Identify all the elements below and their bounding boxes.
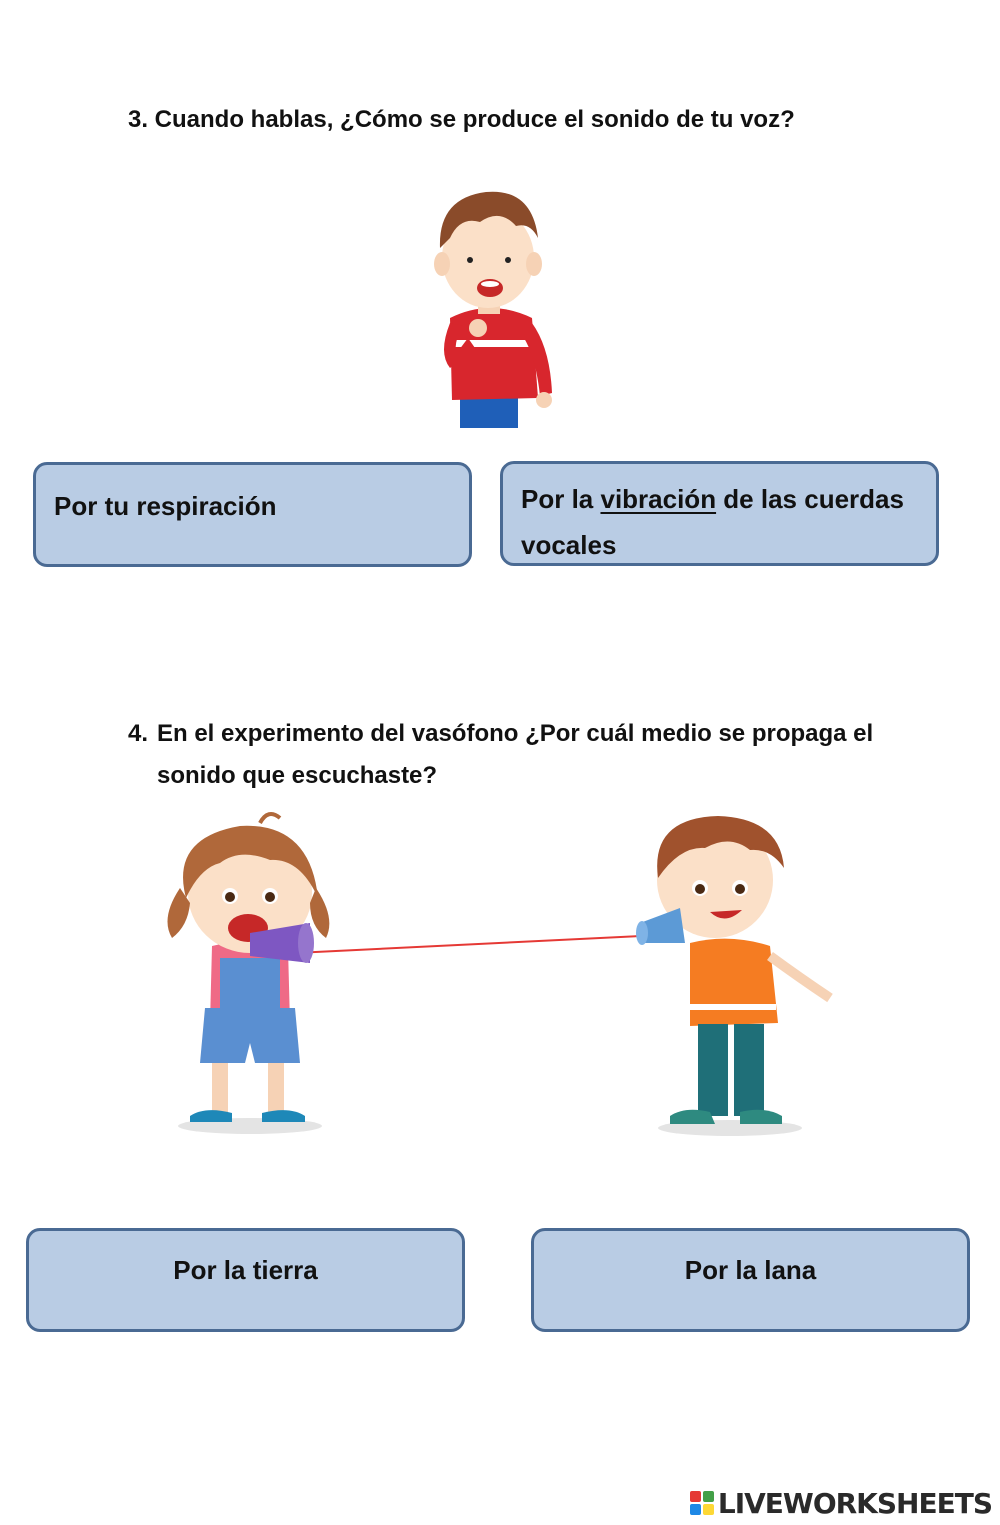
answer-wool-button[interactable] [531,1228,970,1332]
logo-square-yellow [703,1504,714,1515]
answer-earth-label: Por la tierra [173,1255,318,1285]
boy-listening-figure [636,816,830,1124]
boy-speaking-illustration [420,178,570,428]
question-4-line-1: En el experimento del vasófono ¿Por cuál medio se propaga el [157,720,874,747]
liveworksheets-logo [690,1483,992,1523]
question-4-number: 4. [128,720,149,747]
logo-square-red [690,1491,701,1502]
answer-wool-label: Por la lana [684,1255,817,1285]
logo-square-blue [690,1504,701,1515]
answer-breathing-label: Por tu respiración [54,491,277,521]
question-4-line-2: sonido que escuchaste? [157,762,438,789]
answer-earth-button[interactable] [26,1228,465,1332]
question-4-text [128,713,948,797]
answer-vocal-cords-label-start: Por la [521,484,601,514]
girl-figure [168,814,330,1122]
tin-can-telephone-illustration [150,808,850,1143]
answer-vocal-cords-button[interactable] [500,461,939,566]
logo-mark-icon [690,1491,714,1515]
logo-square-green [703,1491,714,1502]
logo-text: LIVEWORKSHEETS [717,1486,992,1520]
answer-breathing-button[interactable] [33,462,472,567]
answer-vocal-cords-underlined-word: vibración [600,484,717,514]
question-3-text: 3. Cuando hablas, ¿Cómo se produce el sonido de tu voz? [128,106,795,133]
answer-vocal-cords-label-end: de las cuerdas vocales [521,484,904,560]
